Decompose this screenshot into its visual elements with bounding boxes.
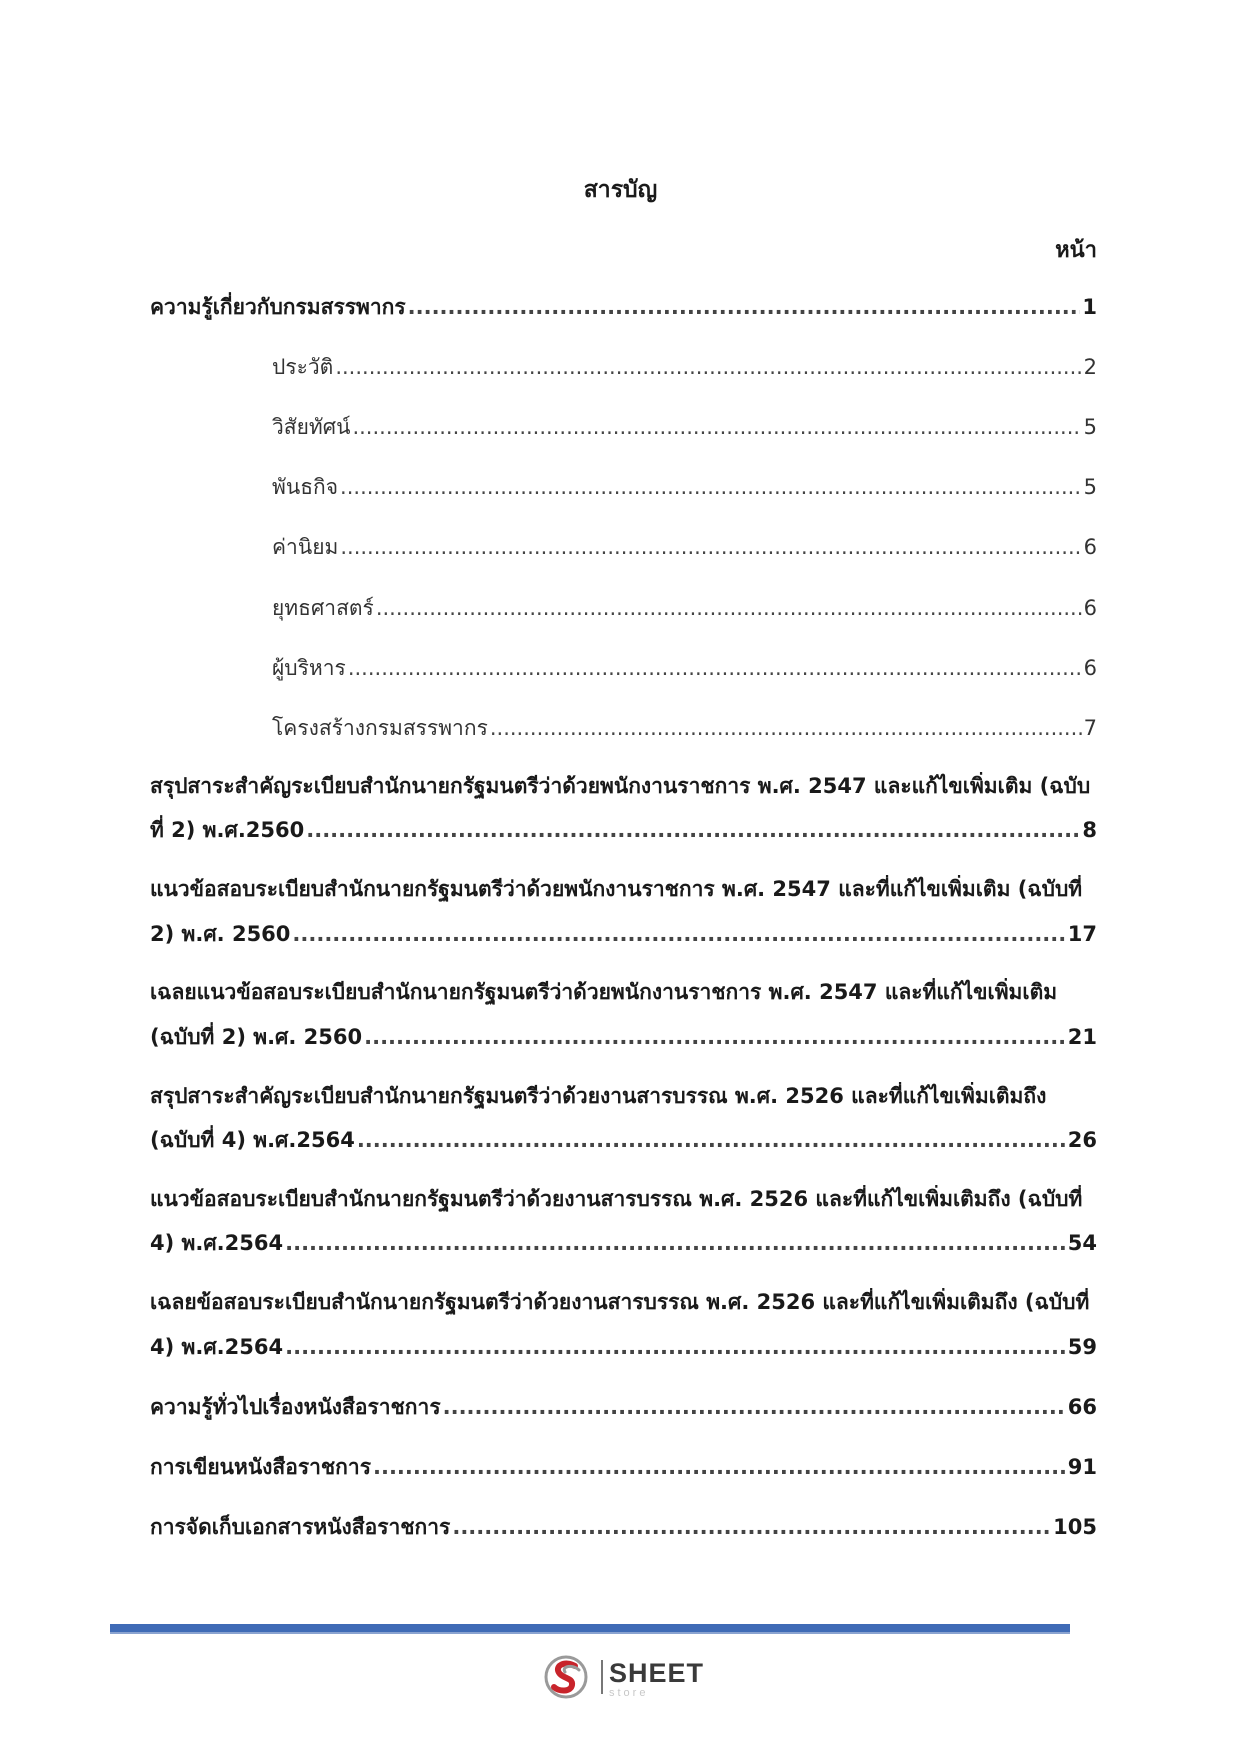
toc-entry[interactable]	[150, 1393, 1097, 1421]
toc-entry-line1: แนวข้อสอบระเบียบสำนักนายกรัฐมนตรีว่าด้วยงานสารบรรณ พ.ศ. 2526 และที่แก้ไขเพิ่มเติมถึง (ฉบับที่	[150, 1187, 1083, 1211]
toc-entry-page: 7	[1083, 716, 1097, 740]
toc-entry-line1: แนวข้อสอบระเบียบสำนักนายกรัฐมนตรีว่าด้วยพนักงานราชการ พ.ศ. 2547 และที่แก้ไขเพิ่มเติม (ฉบับที่	[150, 877, 1083, 901]
toc-entry-label: การจัดเก็บเอกสารหนังสือราชการ	[150, 1515, 451, 1539]
toc-entry-label: ประวัติ	[272, 355, 334, 379]
logo-subtitle: store	[609, 1687, 649, 1699]
toc-entry-label: ความรู้ทั่วไปเรื่องหนังสือราชการ	[150, 1395, 441, 1419]
dot-leader	[357, 1126, 1066, 1154]
toc-subentry[interactable]	[272, 353, 1097, 381]
dot-leader	[285, 1333, 1066, 1361]
toc-entry-label: ความรู้เกี่ยวกับกรมสรรพากร	[150, 295, 406, 319]
toc-subentry[interactable]	[272, 654, 1097, 682]
toc-entry-page: 6	[1083, 596, 1097, 620]
toc-subentry[interactable]	[272, 714, 1097, 742]
dot-leader	[292, 920, 1065, 948]
toc-entry-label: (ฉบับที่ 2) พ.ศ. 2560	[150, 1025, 363, 1049]
toc-entry-label: 2) พ.ศ. 2560	[150, 922, 291, 946]
dot-leader	[376, 594, 1082, 622]
toc-entry-page: 8	[1082, 818, 1097, 842]
toc-entry-line1: สรุปสาระสำคัญระเบียบสำนักนายกรัฐมนตรีว่าด้วยพนักงานราชการ พ.ศ. 2547 และแก้ไขเพิ่มเติม (ฉบับ	[150, 774, 1091, 798]
toc-entry-label: ที่ 2) พ.ศ.2560	[150, 818, 305, 842]
dot-leader	[348, 654, 1082, 682]
toc-entry-label: โครงสร้างกรมสรรพากร	[272, 716, 488, 740]
toc-entry-page: 17	[1067, 922, 1097, 946]
toc-entry[interactable]	[150, 920, 1097, 948]
sheet-store-logo-icon	[543, 1654, 589, 1700]
toc-entry-label: 4) พ.ศ.2564	[150, 1231, 284, 1255]
logo-separator	[601, 1660, 603, 1694]
toc-entry-label: วิสัยทัศน์	[272, 415, 351, 439]
dot-leader	[340, 473, 1082, 501]
toc-entry-page: 2	[1083, 355, 1097, 379]
dot-leader	[443, 1393, 1066, 1421]
dot-leader	[490, 714, 1082, 742]
toc-entry-page: 66	[1067, 1395, 1097, 1419]
footer-divider	[110, 1624, 1070, 1632]
toc-entry-page: 1	[1082, 295, 1097, 319]
dot-leader	[408, 293, 1081, 321]
dot-leader	[452, 1513, 1051, 1541]
toc-entry-label: 4) พ.ศ.2564	[150, 1335, 284, 1359]
toc-entry-line1: เฉลยแนวข้อสอบระเบียบสำนักนายกรัฐมนตรีว่าด้วยพนักงานราชการ พ.ศ. 2547 และที่แก้ไขเพิ่มเติม	[150, 980, 1058, 1004]
toc-entry-label: ค่านิยม	[272, 535, 339, 559]
toc-entry[interactable]	[150, 816, 1097, 844]
toc-entry-page: 26	[1067, 1128, 1097, 1152]
toc-entry-page: 105	[1053, 1515, 1097, 1539]
toc-entry-page: 6	[1083, 656, 1097, 680]
toc-entry-label: การเขียนหนังสือราชการ	[150, 1455, 371, 1479]
toc-entry[interactable]	[150, 1333, 1097, 1361]
toc-entry-page: 54	[1067, 1231, 1097, 1255]
toc-entry[interactable]	[150, 1453, 1097, 1481]
logo-wordmark: SHEET	[609, 1658, 705, 1688]
toc-entry-line1: เฉลยข้อสอบระเบียบสำนักนายกรัฐมนตรีว่าด้วยงานสารบรรณ พ.ศ. 2526 และที่แก้ไขเพิ่มเติมถึง (ฉบับที่	[150, 1290, 1090, 1314]
toc-entry-page: 6	[1083, 535, 1097, 559]
toc-entry[interactable]	[150, 1126, 1097, 1154]
toc-subentry[interactable]	[272, 594, 1097, 622]
dot-leader	[335, 353, 1081, 381]
toc-entry-page: 59	[1067, 1335, 1097, 1359]
page-column-header: หน้า	[1055, 238, 1097, 263]
toc-entry[interactable]	[150, 293, 1097, 321]
toc-subentry[interactable]	[272, 413, 1097, 441]
toc-entry[interactable]	[150, 1023, 1097, 1051]
dot-leader	[373, 1453, 1066, 1481]
toc-entry-line1: สรุปสาระสำคัญระเบียบสำนักนายกรัฐมนตรีว่าด้วยงานสารบรรณ พ.ศ. 2526 และที่แก้ไขเพิ่มเติมถึง	[150, 1084, 1047, 1108]
toc-subentry[interactable]	[272, 533, 1097, 561]
toc-entry-label: ผู้บริหาร	[272, 656, 346, 680]
footer-divider-shadow	[110, 1632, 1070, 1634]
dot-leader	[364, 1023, 1066, 1051]
sheet-store-logo	[543, 1654, 703, 1704]
toc-entry-page: 5	[1083, 475, 1097, 499]
toc-entry-label: พันธกิจ	[272, 475, 339, 499]
dot-leader	[285, 1229, 1066, 1257]
toc-entry-label: (ฉบับที่ 4) พ.ศ.2564	[150, 1128, 355, 1152]
toc-entry-page: 91	[1067, 1455, 1097, 1479]
dot-leader	[340, 533, 1081, 561]
toc-entry[interactable]	[150, 1229, 1097, 1257]
toc-entry-label: ยุทธศาสตร์	[272, 596, 374, 620]
toc-entry-page: 21	[1067, 1025, 1097, 1049]
toc-subentry[interactable]	[272, 473, 1097, 501]
page-title: สารบัญ	[583, 177, 658, 203]
toc-entry[interactable]	[150, 1513, 1097, 1541]
dot-leader	[306, 816, 1080, 844]
dot-leader	[352, 413, 1081, 441]
toc-entry-page: 5	[1083, 415, 1097, 439]
